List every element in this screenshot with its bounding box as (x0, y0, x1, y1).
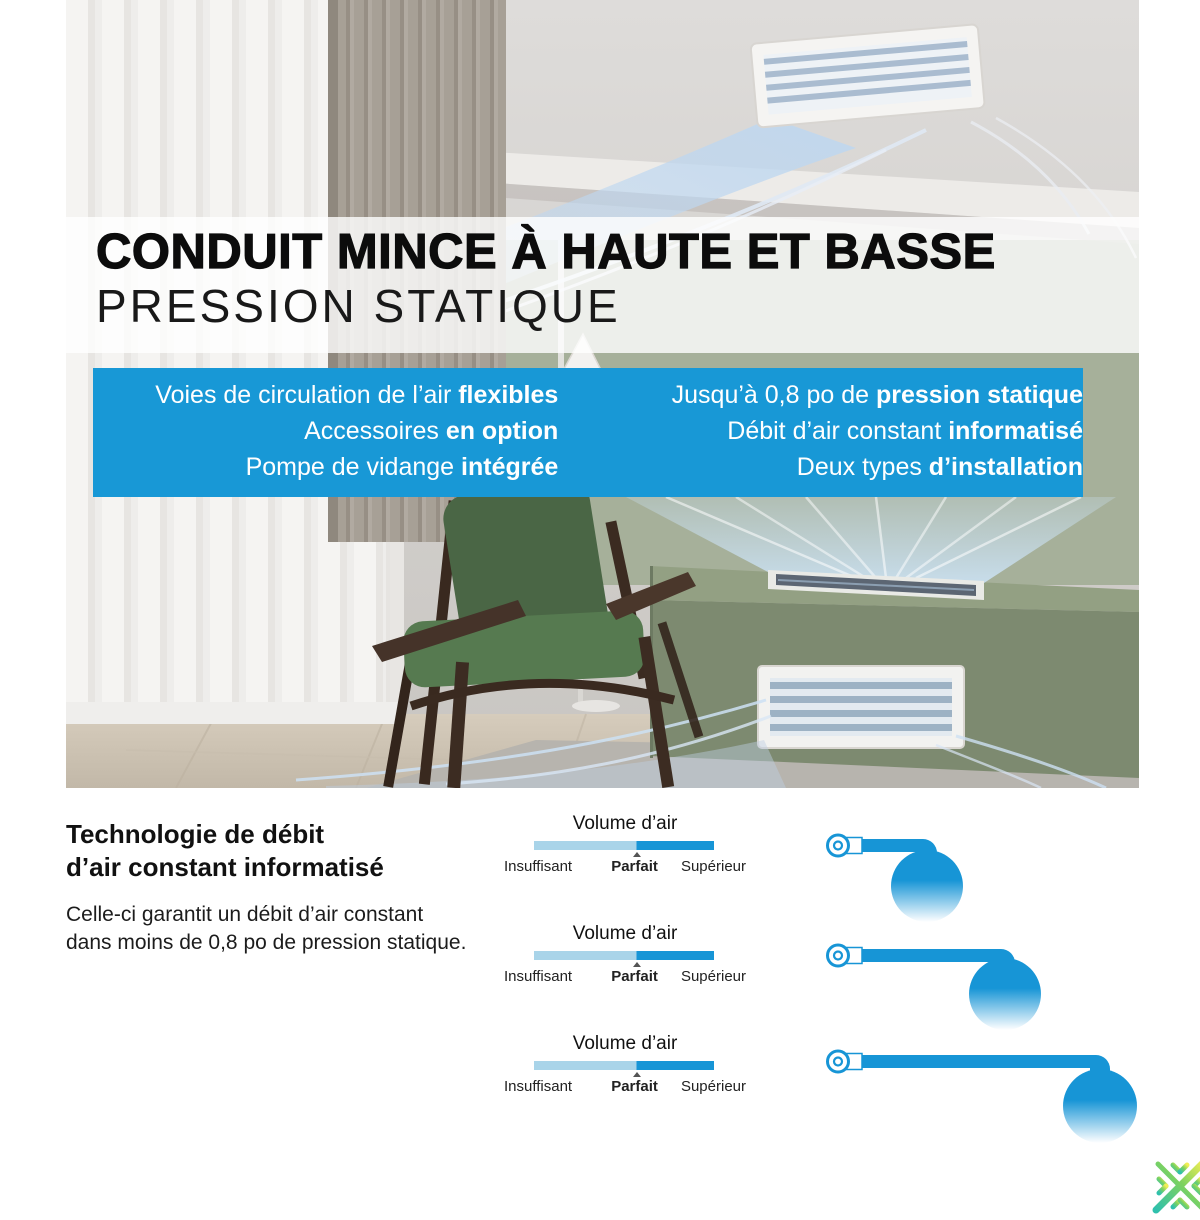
feature-text-bold: en option (445, 417, 559, 445)
gauge-labels (504, 1078, 746, 1095)
duct-elbow (917, 839, 937, 872)
feature-item (93, 449, 558, 485)
gauge-labels (504, 858, 746, 875)
gauge-label-high: Supérieur (680, 1078, 746, 1095)
long-duct-diagram (828, 1051, 1138, 1143)
section-body-line2: dans moins de 0,8 po de pression statique. (66, 931, 467, 954)
duct-pipe (862, 1055, 1090, 1068)
medium-duct-diagram (828, 945, 1042, 1030)
duct-length-diagram (810, 820, 1200, 1155)
feature-text-bold: intégrée (461, 453, 559, 481)
feature-text-bold: d’installation (928, 453, 1083, 481)
gauge-label-high: Supérieur (680, 968, 746, 985)
feature-item (558, 413, 1083, 449)
gauge-bar (534, 841, 714, 850)
feature-text: Accessoires (304, 417, 446, 445)
title-band (66, 217, 1139, 353)
gauge-marker-arrow-icon (633, 962, 641, 967)
section-body (66, 901, 466, 957)
gauge-labels (504, 968, 746, 985)
feature-text-bold: pression statique (875, 381, 1083, 409)
snowflake-icon (1152, 1158, 1200, 1214)
duct-pipe (862, 839, 917, 852)
gauge-label-low: Insuffisant (504, 1078, 573, 1095)
feature-text: Deux types (796, 453, 929, 481)
feature-item (558, 377, 1083, 413)
gauge-label-perfect: Parfait (611, 858, 658, 875)
short-duct-diagram (828, 835, 964, 922)
gauge-marker-arrow-icon (633, 852, 641, 857)
section-heading-line2: d’air constant informatisé (66, 852, 384, 882)
feature-list-right (558, 377, 1083, 497)
feature-banner (93, 368, 1083, 497)
feature-text: Pompe de vidange (245, 453, 462, 481)
duct-elbow (1090, 1055, 1110, 1088)
air-volume-gauge (504, 1033, 746, 1095)
page-title: CONDUIT MINCE À HAUTE ET BASSE (96, 225, 996, 279)
feature-text: Débit d’air constant (727, 417, 949, 445)
duct-pipe (862, 949, 995, 962)
gauge-title: Volume d’air (572, 1033, 678, 1054)
section-heading (66, 818, 384, 884)
brand-snowflake-logo (1146, 1150, 1200, 1220)
gauge-label-perfect: Parfait (611, 1078, 658, 1095)
feature-item (93, 377, 558, 413)
feature-text: Voies de circulation de l’air (155, 381, 459, 409)
feature-text: Jusqu’à 0,8 po de (671, 381, 876, 409)
hero-photo (66, 0, 1139, 788)
gauge-bar (534, 951, 714, 960)
feature-item (558, 449, 1083, 485)
gauge-label-high: Supérieur (680, 858, 746, 875)
section-body-line1: Celle-ci garantit un débit d’air constant (66, 903, 424, 926)
gauge-bar (534, 1061, 714, 1070)
gauge-label-low: Insuffisant (504, 968, 573, 985)
gauge-marker-arrow-icon (633, 1072, 641, 1077)
air-volume-gauge (504, 923, 746, 985)
air-volume-gauge (504, 813, 746, 875)
feature-list-left (93, 377, 558, 497)
gauge-title: Volume d’air (572, 923, 678, 944)
feature-text-bold: informatisé (948, 417, 1083, 445)
section-heading-line1: Technologie de débit (66, 819, 325, 849)
duct-elbow (995, 949, 1015, 982)
cabinet-front-grille (758, 666, 964, 748)
feature-text-bold: flexibles (458, 381, 559, 409)
gauge-label-perfect: Parfait (611, 968, 658, 985)
gauge-title: Volume d’air (572, 813, 678, 834)
page-subtitle: PRESSION STATIQUE (96, 279, 621, 332)
feature-item (93, 413, 558, 449)
gauge-label-low: Insuffisant (504, 858, 573, 875)
